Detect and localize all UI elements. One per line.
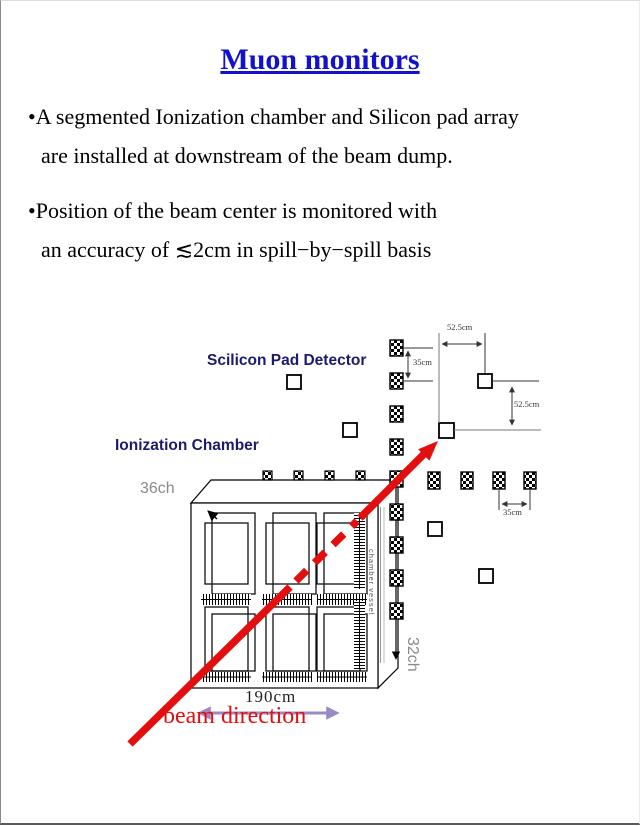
silicon-pad-right-row bbox=[428, 472, 536, 489]
bullet-1-line-1: •A segmented Ionization chamber and Silicon pad array bbox=[28, 104, 519, 129]
muon-monitor-diagram bbox=[1, 1, 640, 826]
width-190cm-label: 190cm bbox=[245, 687, 297, 706]
bullet-1-line-2: are installed at downstream of the beam dump. bbox=[41, 143, 453, 168]
bullet-2-line-2: an accuracy of ≲2cm in spill−by−spill basis bbox=[41, 237, 432, 262]
silicon-pad-detector-label: Scilicon Pad Detector bbox=[207, 352, 367, 369]
bullet-2-line-1: •Position of the beam center is monitored with bbox=[28, 198, 438, 223]
measure-52-5cm-top-label: 52.5cm bbox=[447, 322, 473, 332]
channels-36-label: 36ch bbox=[140, 480, 175, 497]
silicon-pad-top-row bbox=[263, 471, 365, 480]
ionization-chamber-label: Ionization Chamber bbox=[115, 437, 259, 454]
page-title: Muon monitors bbox=[220, 43, 420, 76]
channels-32-label: 32ch bbox=[404, 637, 421, 672]
measure-52-5cm-right-label: 52.5cm bbox=[514, 399, 540, 409]
measure-35cm-right-label: 35cm bbox=[503, 507, 522, 517]
measure-35cm-left-label: 35cm bbox=[413, 357, 432, 367]
beam-direction-label: beam direction bbox=[163, 703, 307, 729]
chamber-vessel-label: chamber vessel bbox=[367, 549, 376, 616]
